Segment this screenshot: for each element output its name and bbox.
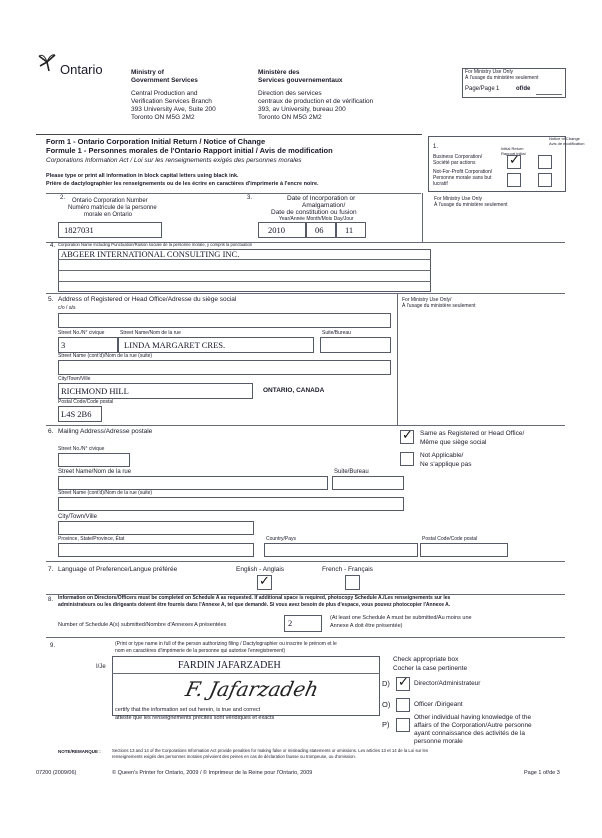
note-text-2: renseignements exigés des personnes morales prévoient des peines en cas de déclaration fausse ou trompeuse, ou d'omission.	[112, 754, 356, 759]
reg-street-no-field[interactable]	[58, 337, 118, 353]
form-code: 07200 (2009/06)	[36, 770, 77, 776]
english-check: ✓	[259, 574, 270, 589]
french-label: French - Français	[322, 566, 373, 573]
form-title-en: Form 1 - Ontario Corporation Initial Return / Notice of Change	[46, 137, 266, 146]
director-check: ✓	[398, 675, 409, 690]
nfp-notice-checkbox[interactable]	[538, 173, 552, 187]
reg-street-contd-field[interactable]	[58, 360, 391, 375]
of-label: of/de	[516, 86, 531, 92]
ministry-en-2: Government Services	[131, 77, 198, 84]
officer-checkbox[interactable]	[396, 698, 410, 712]
mail-province-field[interactable]	[58, 543, 254, 557]
french-checkbox[interactable]	[345, 575, 360, 590]
instructions-fr: Prière de dactylographier les renseignements ou de les écrire en caractères d'imprimerie à l'encre noire.	[46, 181, 319, 187]
other-individual-checkbox[interactable]	[396, 718, 410, 732]
page-label: Page/Page	[465, 86, 495, 92]
registered-office-title: Address of Registered or Head Office/Adresse du siège social	[58, 296, 237, 303]
form-subtitle: Corporations Information Act / Loi sur les renseignements exigés des personnes morales	[46, 157, 302, 164]
business-initial-check: ✓	[509, 153, 520, 168]
mail-street-name-field[interactable]	[58, 476, 328, 490]
schedules-count: 2	[288, 618, 293, 628]
reg-suite-field[interactable]	[320, 337, 391, 353]
ministry-use-side: For Ministry Use Only	[434, 196, 483, 202]
mail-city-field[interactable]	[58, 521, 254, 535]
corp-name-label: Corporation Name Including Punctuation/Raison sociale de la personne morale, y compris la ponctuation	[58, 242, 253, 247]
note-label: NOTE/REMARQUE :	[58, 749, 101, 754]
ministry-fr-1: Ministère des	[258, 69, 300, 76]
incorp-day: 11	[345, 225, 354, 235]
same-as-registered-check: ✓	[402, 428, 413, 443]
incorp-year: 2010	[268, 225, 285, 235]
mail-postal-field[interactable]	[420, 543, 508, 557]
directors-info-text-1: Information on Directors/Officers must be completed on Schedule A as requested. If additional space is required, photocopy Schedule A./Les renseignements sur les	[58, 595, 451, 601]
instructions-en: Please type or print all information in block capital letters using black ink.	[46, 173, 239, 179]
mail-country-field[interactable]	[264, 543, 418, 557]
co-field[interactable]	[58, 313, 391, 328]
nfp-initial-checkbox[interactable]	[507, 173, 521, 187]
directors-info-text-2: administrateurs ou les dirigeants doivent être fournis dans l'Annexe A, tel que demandé. Si vous avez besoin de plus d'espace, vous pouvez photocopier l'Annexe A.	[58, 602, 451, 608]
reg-province: ONTARIO, CANADA	[263, 387, 325, 394]
signer-name: FARDIN JAFARZADEH	[178, 660, 281, 671]
ontario-logo	[36, 52, 126, 78]
trillium-icon	[36, 52, 58, 74]
mail-street-no-field[interactable]	[58, 453, 130, 467]
language-title: Language of Preference/Langue préférée	[58, 566, 178, 573]
ministry-fr-2: Services gouvernementaux	[258, 77, 343, 84]
note-text-1: Sections 13 and 14 of the Corporations Information Act provide penalties for making false or misleading statements or omissions. Les articles 13 et 14 de la Loi sur les	[112, 748, 428, 753]
page-number: 1	[496, 86, 500, 92]
business-notice-checkbox[interactable]	[538, 155, 552, 169]
reg-street-name: LINDA MARGARET CRES.	[124, 340, 226, 350]
ministry-use-label-fr: À l'usage du ministère seulement	[465, 75, 539, 81]
corporation-number-value: 1827031	[64, 225, 94, 235]
reg-city: RICHMOND HILL	[61, 386, 129, 396]
copyright: © Queen's Printer for Ontario, 2009 / © Imprimeur de la Reine pour l'Ontario, 2009	[112, 770, 313, 776]
corp-name-value: ABGEER INTERNATIONAL CONSULTING INC.	[61, 249, 240, 259]
mailing-address-title: Mailing Address/Adresse postale	[58, 428, 153, 435]
reg-postal: L4S 2B6	[61, 409, 92, 419]
ministry-en-1: Ministry of	[131, 69, 164, 76]
signature: F. Jafarzadeh	[183, 677, 321, 701]
mail-street-contd-field[interactable]	[58, 497, 404, 511]
english-label: English - Anglais	[236, 566, 285, 573]
form-title-fr: Formule 1 - Personnes morales de l'Ontario Rapport initial / Avis de modification	[46, 146, 333, 155]
ontario-wordmark: Ontario	[60, 62, 103, 77]
mail-suite-field[interactable]	[332, 476, 404, 490]
page-footer: Page 1 of/de 3	[524, 770, 560, 776]
reg-street-no: 3	[61, 340, 66, 350]
incorp-month: 06	[315, 225, 324, 235]
not-applicable-checkbox[interactable]	[400, 452, 414, 466]
ministry-use-label: For Ministry Use Only	[465, 69, 514, 75]
